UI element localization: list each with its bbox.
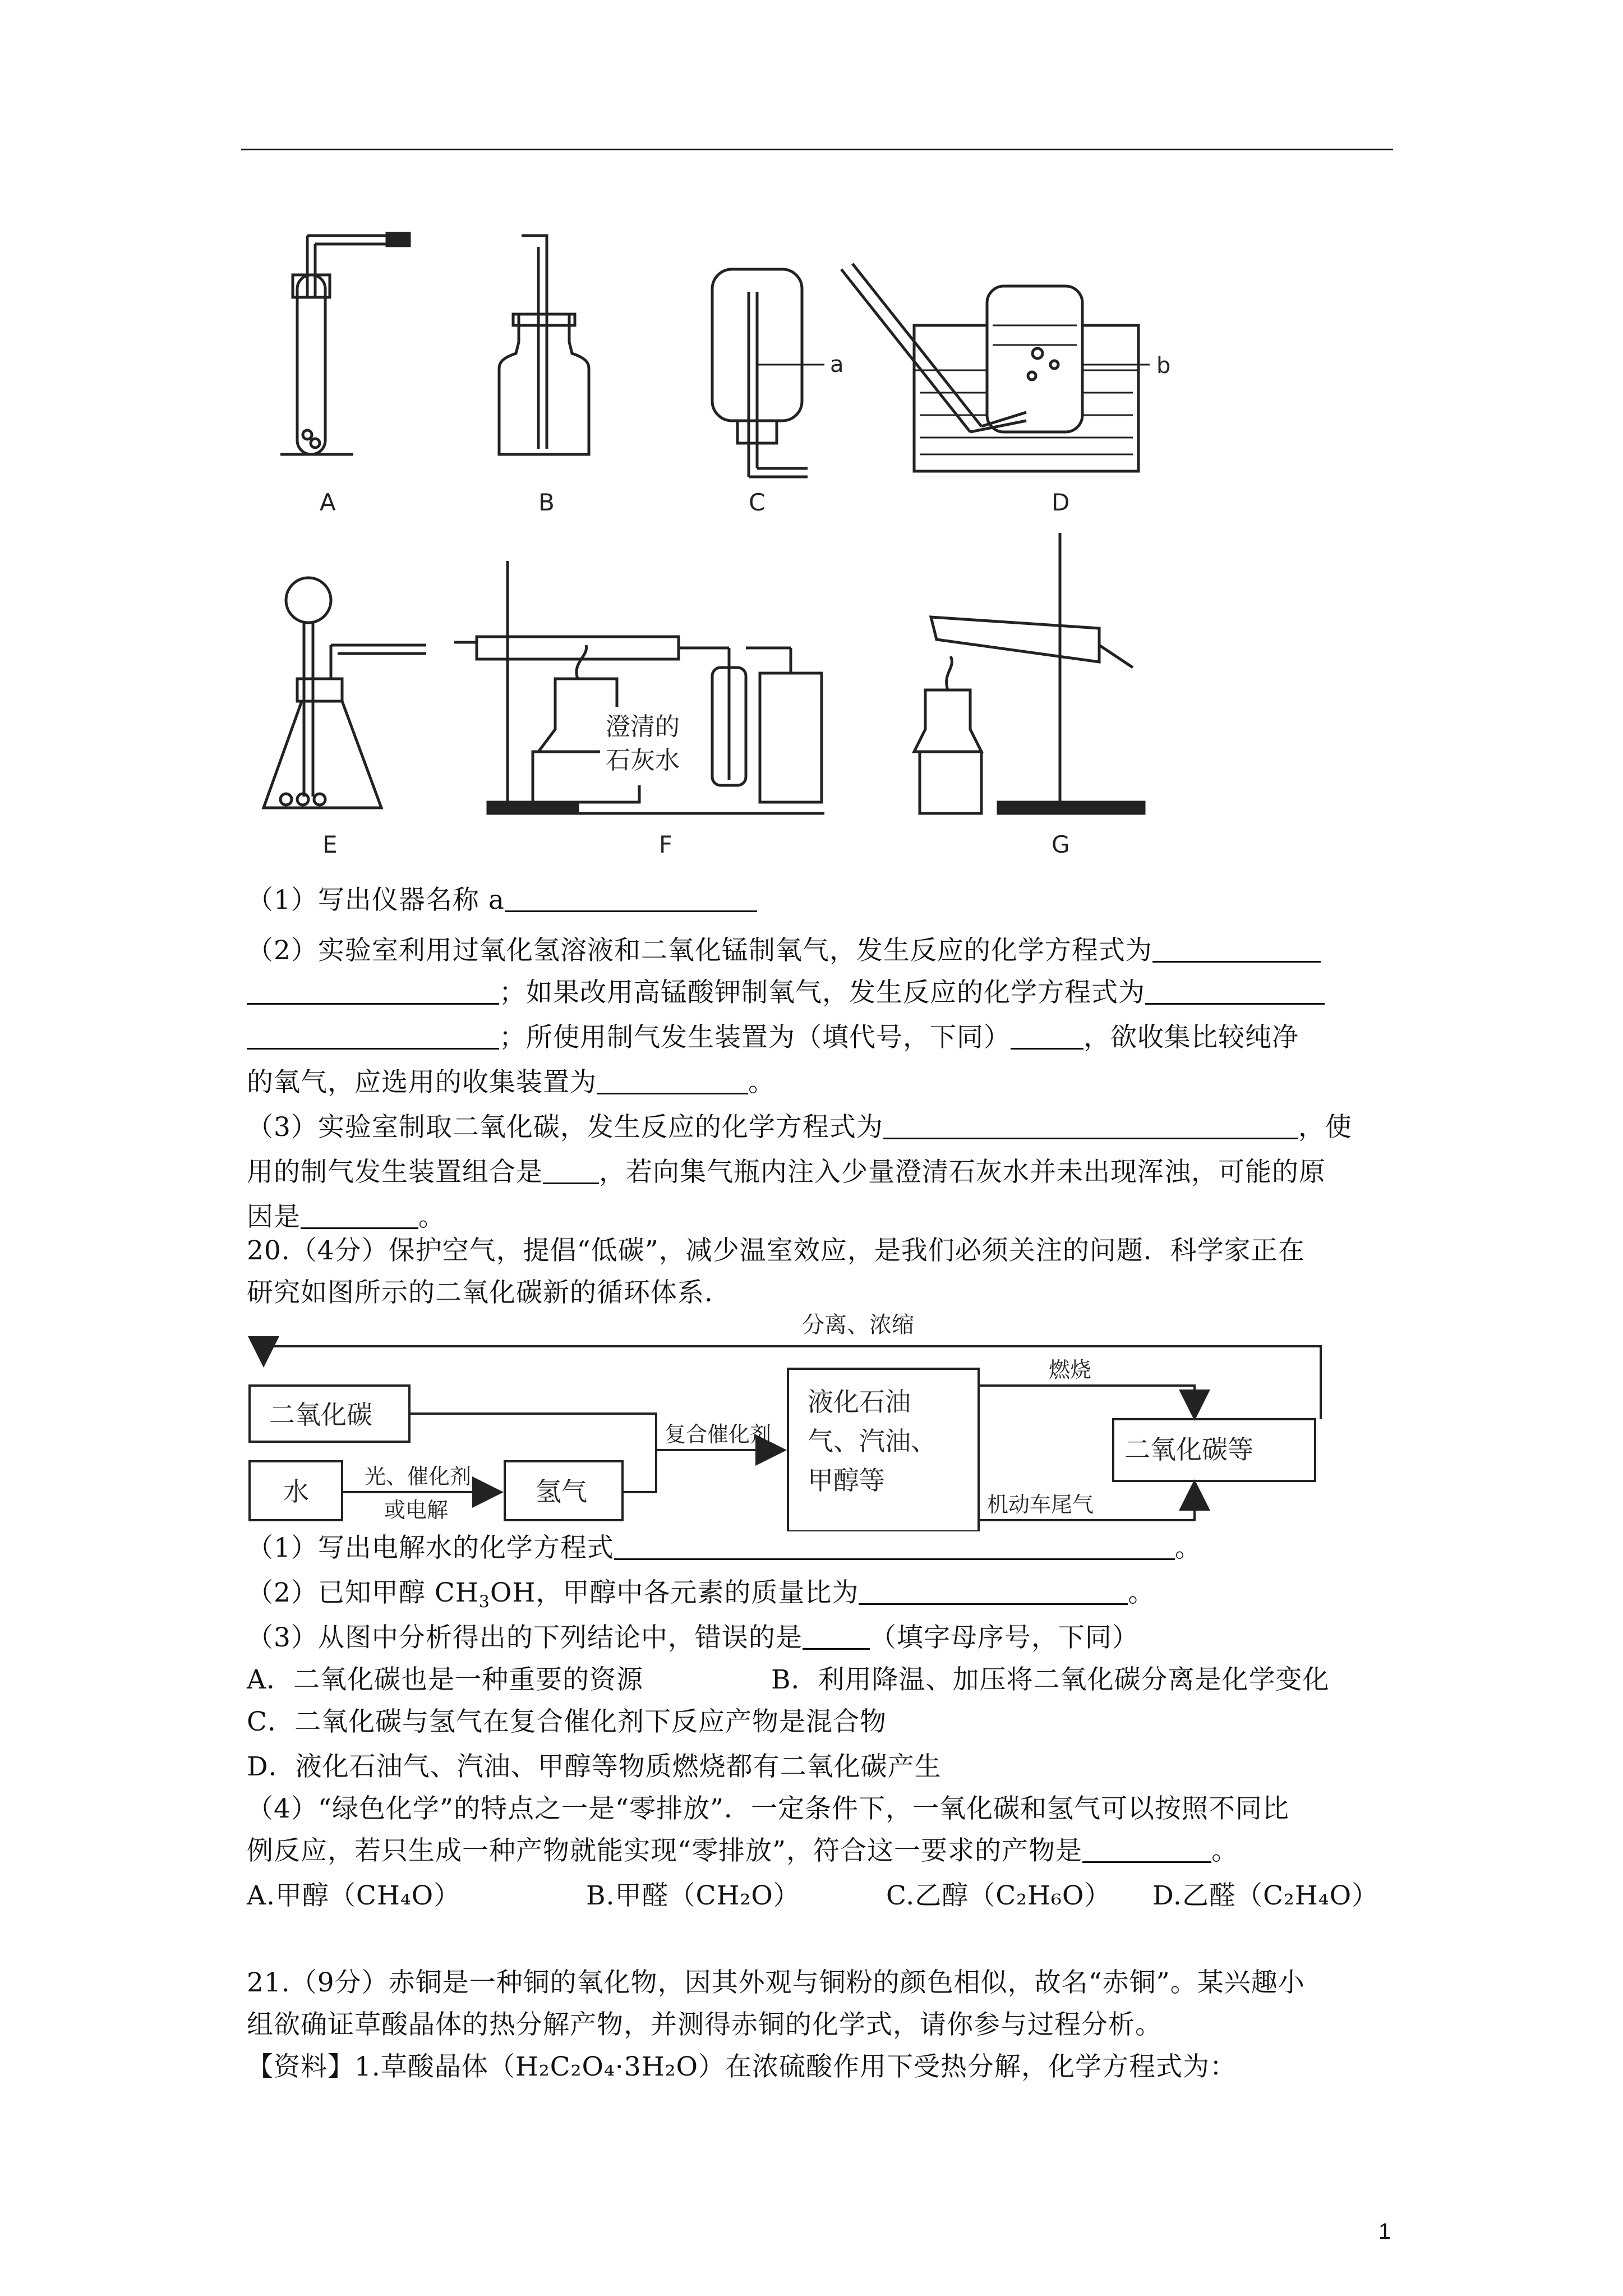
- label-g: G: [1052, 831, 1070, 858]
- box-co2-text: 二氧化碳: [269, 1400, 372, 1430]
- q20-part1: （1）写出电解水的化学方程式 。: [247, 1533, 1202, 1563]
- label-burn: 燃烧: [1049, 1358, 1092, 1382]
- callout-b-label: b: [1156, 353, 1171, 379]
- q19-part3-line1: （3）实验室制取二氧化碳，发生反应的化学方程式为 ，使: [247, 1112, 1352, 1143]
- q20-heading-line1: 20.（4分）保护空气，提倡“低碳”，减少温室效应，是我们必须关注的问题．科学家正在: [247, 1235, 1305, 1266]
- apparatus-a-test-tube: [280, 233, 409, 454]
- q20-part2: （2）已知甲醇 $CH_3OH$，甲醇中各元素的质量比为 。: [247, 1577, 1155, 1612]
- q21-line3: 【资料】1.草酸晶体（H₂C₂O₄·3H₂O）在浓硫酸作用下受热分解，化学方程式为：: [247, 2051, 1237, 2082]
- q19-part1: （1）写出仪器名称 a: [247, 884, 757, 917]
- label-e: E: [322, 831, 338, 858]
- q20-choice-a: A.甲醇（CH₄O）: [247, 1880, 461, 1911]
- label-separate-concentrate: 分离、浓缩: [802, 1312, 914, 1338]
- box-fuels-line1: 液化石油: [808, 1387, 911, 1417]
- q19-blank-a[interactable]: [505, 886, 757, 912]
- q20-choice-d: D.乙醛（C₂H₄O）: [1152, 1880, 1379, 1911]
- label-exhaust: 机动车尾气: [987, 1492, 1094, 1517]
- apparatus-c-inverted-bottle: [712, 269, 824, 477]
- label-b: B: [538, 489, 555, 516]
- apparatus-d-water-trough: [841, 264, 1150, 471]
- q20-part3: （3）从图中分析得出的下列结论中，错误的是 （填字母序号，下同）: [247, 1622, 1139, 1653]
- q19-blank-co2-eq[interactable]: [883, 1113, 1298, 1139]
- q19-blank-reason[interactable]: [301, 1203, 418, 1229]
- q21-line1: 21.（9分）赤铜是一种铜的氧化物，因其外观与铜粉的颜色相似，故名“赤铜”。某兴趣小: [247, 1967, 1305, 1998]
- q20-part4-line1: （4）“绿色化学”的特点之一是“零排放”．一定条件下，一氧化碳和氢气可以按照不同比: [247, 1793, 1290, 1824]
- q19-blank-generator[interactable]: [1011, 1023, 1083, 1050]
- callout-a-label: a: [830, 352, 844, 378]
- q20-part4-line2: 例反应，若只生成一种产物就能实现“零排放”，符合这一要求的产物是 。: [247, 1835, 1239, 1866]
- label-composite-catalyst: 复合催化剂: [665, 1422, 772, 1447]
- apparatus-figure: [241, 213, 1363, 869]
- f-caption-line1: 澄清的: [606, 712, 680, 741]
- q19-part3-line3: 因是 。: [247, 1202, 445, 1232]
- q20-blank-mass-ratio[interactable]: [859, 1579, 1128, 1605]
- q20-option-a: A．二氧化碳也是一种重要的资源: [247, 1664, 643, 1695]
- q20-blank-electrolysis-eq[interactable]: [614, 1534, 1175, 1560]
- q20-blank-wrong-choice[interactable]: [803, 1623, 870, 1650]
- q20-option-b: B．利用降温、加压将二氧化碳分离是化学变化: [771, 1664, 1330, 1695]
- q19-blank-kmno4-eq[interactable]: [1145, 978, 1325, 1005]
- box-co2-etc-text: 二氧化碳等: [1124, 1434, 1253, 1465]
- label-d: D: [1052, 489, 1070, 516]
- q19-blank-combo[interactable]: [543, 1158, 599, 1184]
- label-f: F: [659, 831, 673, 858]
- box-h2-text: 氢气: [536, 1476, 587, 1507]
- q19-blank-collector[interactable]: [597, 1068, 748, 1094]
- q19-part2-line1: （2）实验室利用过氧化氢溶液和二氧化锰制氧气，发生反应的化学方程式为: [247, 934, 1321, 968]
- q19-blank-h2o2-eq-cont[interactable]: [247, 978, 499, 1005]
- apparatus-b-bottle: [499, 236, 589, 454]
- q19-blank-kmno4-eq-cont[interactable]: [247, 1023, 499, 1050]
- q19-part2-line4: 的氧气，应选用的收集装置为 。: [247, 1067, 775, 1098]
- box-fuels-line3: 甲醇等: [808, 1465, 885, 1496]
- q19-part2-line2: ；如果改用高锰酸钾制氧气，发生反应的化学方程式为: [247, 976, 1325, 1010]
- apparatus-e-flask: [264, 578, 426, 808]
- page-number: 1: [1378, 2219, 1391, 2244]
- q19-part2-line3: ；所使用制气发生装置为（填代号，下同） ，欲收集比较纯净: [247, 1021, 1299, 1055]
- box-water-text: 水: [283, 1476, 309, 1507]
- q20-option-d: D．液化石油气、汽油、甲醇等物质燃烧都有二氧化碳产生: [247, 1751, 942, 1782]
- co2-cycle-diagram: [241, 1307, 1363, 1531]
- apparatus-g-heating-tube: [914, 533, 1144, 813]
- header-rule: [241, 149, 1393, 150]
- q19-blank-h2o2-eq[interactable]: [1152, 936, 1321, 963]
- q20-option-c: C．二氧化碳与氢气在复合催化剂下反应产物是混合物: [247, 1706, 887, 1737]
- q20-choice-c: C.乙醇（C₂H₆O）: [886, 1880, 1112, 1911]
- q21-line2: 组欲确证草酸晶体的热分解产物，并测得赤铜的化学式，请你参与过程分析。: [247, 2009, 1162, 2040]
- box-fuels-line2: 气、汽油、: [808, 1426, 937, 1456]
- q20-heading-line2: 研究如图所示的二氧化碳新的循环体系．: [247, 1277, 731, 1308]
- f-caption-line2: 石灰水: [606, 746, 680, 775]
- label-light-catalyst: 光、催化剂: [365, 1464, 472, 1489]
- label-a: A: [320, 489, 336, 516]
- label-c: C: [749, 489, 766, 516]
- q20-blank-zero-emission[interactable]: [1082, 1837, 1211, 1863]
- q20-choice-b: B.甲醛（CH₂O）: [586, 1880, 800, 1911]
- q19-part3-line2: 用的制气发生装置组合是 ，若向集气瓶内注入少量澄清石灰水并未出现浑浊，可能的原: [247, 1157, 1326, 1188]
- label-electrolysis: 或电解: [384, 1498, 449, 1522]
